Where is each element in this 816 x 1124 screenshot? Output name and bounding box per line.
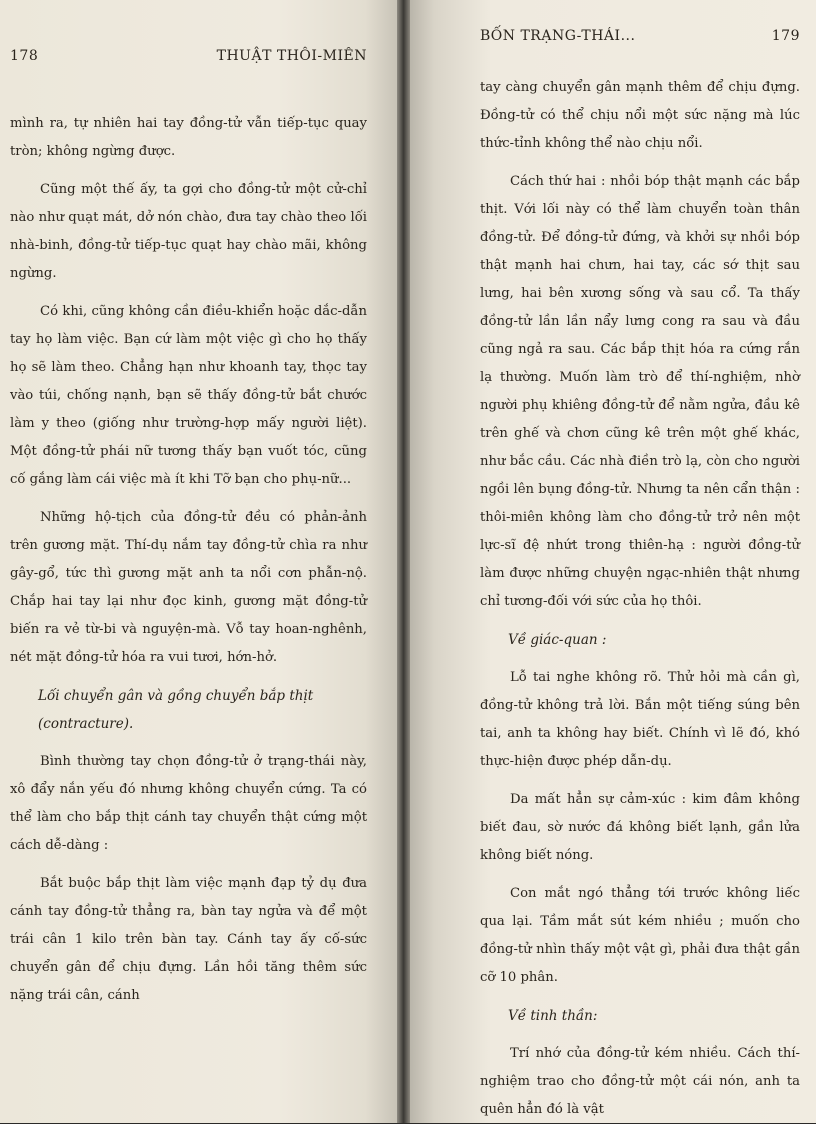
right-page-number: 179 <box>771 28 800 44</box>
left-body <box>10 110 367 1010</box>
left-page-number: 178 <box>10 48 39 64</box>
paragraph: Da mất hẳn sự cảm-xúc : kim đâm không biết đau, sờ nước đá không biết lạnh, gần lửa không biết nóng. <box>480 792 800 863</box>
left-running-head <box>10 48 367 64</box>
paragraph: Bình thường tay chọn đồng-tử ở trạng-thái này, xô đẩy nắn yếu đó nhưng không chuyển cứng. Ta có thể làm cho bắp thịt cánh tay chuyển thật cứng một cách dễ-dàng : <box>10 754 367 853</box>
right-body <box>480 74 800 1124</box>
paragraph: Bắt buộc bắp thịt làm việc mạnh đạp tỷ dụ đưa cánh tay đồng-tử thẳng ra, bàn tay ngửa và để một trái cân 1 kilo trên bàn tay. Cánh tay ấy cố-sức chuyển gân để chịu đựng. Lần hồi tăng thêm sức nặng trái cân, cánh <box>10 876 367 1003</box>
paragraph: Lỗ tai nghe không rõ. Thử hỏi mà cần gì, đồng-tử không trả lời. Bắn một tiếng súng bên tai, anh ta không hay biết. Chính vì lẽ đó, khó thực-hiện được phép dẫn-dụ. <box>480 670 800 769</box>
paragraph: Con mắt ngó thẳng tới trước không liếc qua lại. Tầm mắt sút kém nhiều ; muốn cho đồng-tử nhìn thấy một vật gì, phải đưa thật gần cỡ 10 phân. <box>480 886 800 985</box>
paragraph: Cũng một thế ấy, ta gợi cho đồng-tử một cử-chỉ nào như quạt mát, dở nón chào, đưa tay chào theo lối nhà-binh, đồng-tử tiếp-tục quạt hay chào mãi, không ngừng. <box>10 182 367 281</box>
right-page <box>410 0 816 1123</box>
section-heading: Về tinh thần: <box>508 1008 598 1024</box>
left-running-title: THUẬT THÔI-MIÊN <box>216 48 367 64</box>
paragraph: Có khi, cũng không cần điều-khiển hoặc dắc-dẫn tay họ làm việc. Bạn cứ làm một việc gì cho họ thấy họ sẽ làm theo. Chẳng hạn như khoanh tay, thọc tay vào túi, chống nạnh, bạn sẽ thấy đồng-tử bắt chước làm y theo (giống như trường-hợp mấy người liệt). Một đồng-tử phái nữ tương thấy bạn vuốt tóc, cũng cố gắng làm cái việc mà ít khi Tỡ bạn cho phụ-nữ... <box>10 304 367 487</box>
paragraph: Trí nhớ của đồng-tử kém nhiều. Cách thí-nghiệm trao cho đồng-tử một cái nón, anh ta quên hẳn đó là vật <box>480 1046 800 1117</box>
section-heading: Về giác-quan : <box>508 632 607 648</box>
section-heading: Lối chuyển gân và gồng chuyển bắp thịt (contracture). <box>38 688 314 732</box>
right-running-head <box>480 28 800 44</box>
paragraph: mình ra, tự nhiên hai tay đồng-tử vẫn tiếp-tục quay tròn; không ngừng được. <box>10 116 367 159</box>
right-running-title: BỐN TRẠNG-THÁI... <box>480 28 636 44</box>
paragraph: Cách thứ hai : nhồi bóp thật mạnh các bắp thịt. Với lối này có thể làm chuyển toàn thân đồng-tử. Để đồng-tử đứng, và khởi sự nhồi bóp thật mạnh hai chưn, hai tay, các sớ thịt sau lưng, hai bên xương sống và sau cổ. Ta thấy đồng-tử lần lần nẩy lưng cong ra sau và đầu cũng ngả ra sau. Các bắp thịt hóa ra cứng rắn lạ thường. Muốn làm trò để thí-nghiệm, nhờ người phụ khiêng đồng-tử để nằm ngửa, đầu kê trên ghế và chơn cũng kê trên một ghế khác, như bắc cầu. Các nhà điền trò lạ, còn cho người ngồi lên bụng đồng-tử. Nhưng ta nên cẩn thận : thôi-miên không làm cho đồng-tử trở nên một lực-sĩ đệ nhứt trong thiên-hạ : người đồng-tử làm được những chuyện ngạc-nhiên thật nhưng chỉ tương-đối với sức của họ thôi. <box>480 174 800 609</box>
book-gutter <box>397 0 410 1123</box>
left-page <box>0 0 397 1123</box>
paragraph: Những hộ-tịch của đồng-tử đều có phản-ảnh trên gương mặt. Thí-dụ nắm tay đồng-tử chìa ra như gây-gổ, tức thì gương mặt anh ta nổi cơn phẫn-nộ. Chắp hai tay lại như đọc kinh, gương mặt đồng-tử biến ra vẻ từ-bi và nguyện-mà. Vỗ tay hoan-nghênh, nét mặt đồng-tử hóa ra vui tươi, hớn-hở. <box>10 510 367 665</box>
paragraph: tay càng chuyển gân mạnh thêm để chịu đựng. Đồng-tử có thể chịu nổi một sức nặng mà lúc thức-tỉnh không thể nào chịu nổi. <box>480 80 800 151</box>
